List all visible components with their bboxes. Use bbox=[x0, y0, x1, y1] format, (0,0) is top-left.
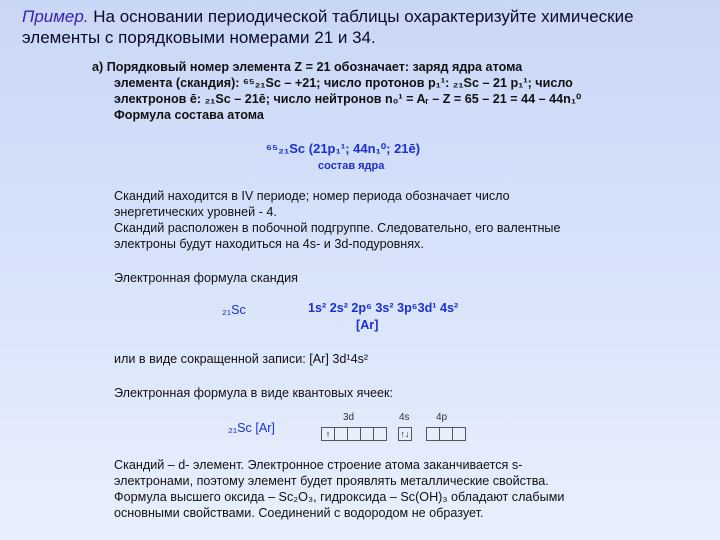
s-orbital-cells bbox=[398, 427, 411, 441]
orbital-cell: ↑ bbox=[321, 427, 335, 441]
conclusion-line1: Скандий – d- элемент. Электронное строение атома заканчивается s- bbox=[114, 458, 523, 472]
quantum-heading: Электронная формула в виде квантовых ячеек: bbox=[114, 386, 394, 400]
para-a-line4: Формула состава атома bbox=[114, 108, 264, 122]
period-line1: Скандий находится в IV периоде; номер периода обозначает число bbox=[114, 189, 510, 203]
period-line4: электроны будут находиться на 4s- и 3d-подуровнях. bbox=[114, 237, 424, 251]
orbital-cell bbox=[373, 427, 387, 441]
orbital-cell bbox=[452, 427, 466, 441]
orbital-cell bbox=[334, 427, 348, 441]
orbital-cell: ↑↓ bbox=[398, 427, 412, 441]
quantum-symbol: ₂₁Sc [Ar] bbox=[228, 421, 275, 435]
orbital-cell bbox=[347, 427, 361, 441]
composition-caption: состав ядра bbox=[318, 160, 385, 172]
title-text: На основании периодической таблицы охарактеризуйте химические элементы с порядковыми номерами 21 и 34. bbox=[22, 7, 634, 47]
label-3d: 3d bbox=[343, 412, 355, 423]
short-notation: или в виде сокращенной записи: [Ar] 3d¹4s² bbox=[114, 352, 369, 366]
conclusion-line2: электронами, поэтому элемент будет проявлять металлические свойства. bbox=[114, 474, 549, 488]
econfig-symbol: ₂₁Sc bbox=[222, 303, 246, 317]
p-orbital-cells bbox=[426, 427, 465, 441]
period-line3: Скандий расположен в побочной подгруппе. Следовательно, его валентные bbox=[114, 221, 561, 235]
econfig-core: [Ar] bbox=[356, 318, 379, 332]
econfig-heading: Электронная формула скандия bbox=[114, 271, 298, 285]
conclusion-line3: Формула высшего оксида – Sc₂O₃, гидроксида – Sc(OH)₃ обладают слабыми bbox=[114, 490, 565, 504]
label-4p: 4p bbox=[436, 412, 448, 423]
composition-formula: ⁶⁵₂₁Sc (21p₁¹; 44n₁⁰; 21ē) bbox=[266, 141, 421, 156]
para-a-line2: элемента (скандия): ⁶⁵₂₁Sc – +21; число протонов p₁¹: ₂₁Sc – 21 p₁¹; число bbox=[114, 76, 573, 90]
title-lead: Пример. bbox=[22, 7, 89, 26]
d-orbital-cells bbox=[321, 427, 386, 441]
orbital-cell bbox=[439, 427, 453, 441]
orbital-cell bbox=[426, 427, 440, 441]
orbital-cell bbox=[360, 427, 374, 441]
label-4s: 4s bbox=[399, 412, 410, 423]
period-line2: энергетических уровней - 4. bbox=[114, 205, 277, 219]
conclusion-line4: основными свойствами. Соединений с водородом не образует. bbox=[114, 506, 484, 520]
para-a-line3: электронов ē: ₂₁Sc – 21ē; число нейтронов n₀¹ = Aᵣ – Z = 65 – 21 = 44 – 44n₁⁰ bbox=[114, 92, 582, 106]
econfig-formula: 1s² 2s² 2p⁶ 3s² 3p⁶3d¹ 4s² bbox=[308, 301, 459, 315]
para-a-line1: а) Порядковый номер элемента Z = 21 обозначает: заряд ядра атома bbox=[92, 60, 523, 74]
